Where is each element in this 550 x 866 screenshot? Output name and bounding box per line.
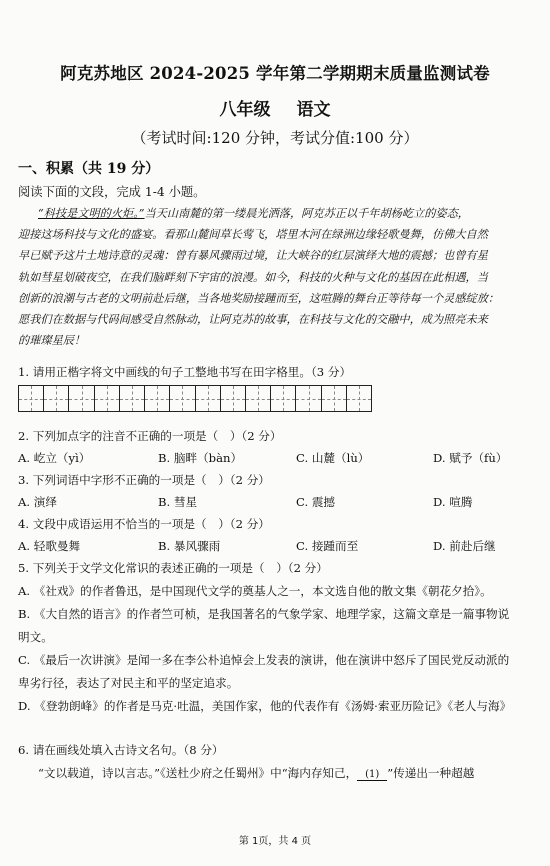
grid-cell[interactable] [19,386,44,411]
exam-info: （考试时间:120 分钟，考试分值:100 分） [131,129,419,147]
grade-label: 八年级 [219,100,271,120]
passage-text: 当天山南麓的第一缕晨光洒落，阿克苏正以千年胡杨屹立的姿态， [144,207,469,220]
option-b-continued: 明文。 [18,630,53,644]
option-b[interactable]: B. 暴风骤雨 [158,539,221,553]
grid-cell[interactable] [347,386,371,411]
grid-cell[interactable] [145,386,170,411]
option-a[interactable]: A. 屹立（yì） [18,451,91,465]
passage-line: 愿我们在数据与代码间感受自然脉动，让阿克苏的故事，在科技与文化的交融中，成为照亮未来 [18,313,488,327]
passage-line: 迎接这场科技与文化的盛宴。看那山麓间草长莺飞，塔里木河在绿洲边缘轻歌曼舞，仿佛大自然 [18,228,488,242]
grid-cell[interactable] [246,386,271,411]
option-d[interactable]: D. 《登勃朗峰》的作者是马克·吐温，美国作家，他的代表作有《汤姆·索亚历险记》《老人与海》 [18,699,512,713]
option-c[interactable]: C. 《最后一次讲演》是闻一多在李公朴追悼会上发表的演讲，他在演讲中怒斥了国民党反动派的 [18,653,510,667]
question-1: 1. 请用正楷字将文中画线的句子工整地书写在田字格里。（3 分） [18,365,352,379]
reading-passage [18,203,528,351]
passage-line: 早已赋予这片土地诗意的灵魂：曾有暴风骤雨过境，让大峡谷的红层演绎大地的震撼；也曾有星 [18,249,488,263]
grid-cell[interactable] [296,386,321,411]
grid-cell[interactable] [44,386,69,411]
question-3: 3. 下列词语中字形不正确的一项是（ ）（2 分） [18,473,270,487]
question-6-text: ”传递出一种超越 [387,766,475,780]
question-3-options [18,494,533,510]
passage-line [18,203,528,224]
option-b[interactable]: B. 彗星 [158,495,198,509]
option-d[interactable]: D. 赋予（fù） [433,451,508,465]
option-a[interactable]: A. 轻歌曼舞 [18,539,81,553]
passage-line: 轨如彗星划破夜空，在我们脑畔刻下宇宙的浪漫。如今，科技的火种与文化的基因在此相遇，当 [18,270,488,284]
grid-cell[interactable] [271,386,296,411]
subject-label: 语文 [296,100,331,120]
grid-cell[interactable] [322,386,347,411]
passage-line: 的璀璨星辰！ [18,334,86,348]
writing-grid[interactable] [18,385,372,412]
reading-instruction: 阅读下面的文段，完成 1-4 小题。 [18,185,206,199]
grid-cell[interactable] [170,386,195,411]
question-2: 2. 下列加点字的注音不正确的一项是（ ）（2 分） [18,429,282,443]
grid-cell[interactable] [221,386,246,411]
option-c[interactable]: C. 接踵而至 [296,539,359,553]
option-b[interactable]: B. 《大自然的语言》的作者竺可桢，是我国著名的气象学家、地理学家，这篇文章是一篇事物说 [18,607,510,621]
section-heading: 一、积累（共 19 分） [18,161,160,177]
page-number: 第 1页，共 4 页 [238,836,312,847]
option-d[interactable]: D. 喧腾 [433,495,473,509]
option-a[interactable]: A. 《社戏》的作者鲁迅，是中国现代文学的奠基人之一，本文选自他的散文集《朝花夕拾》。 [18,584,492,598]
answer-blank[interactable]: (1) [357,769,387,781]
grid-cell[interactable] [69,386,94,411]
option-c[interactable]: C. 震撼 [296,495,336,509]
question-6-prompt [38,765,543,781]
option-c[interactable]: C. 山麓（lù） [296,451,370,465]
grid-cell[interactable] [120,386,145,411]
option-b[interactable]: B. 脑畔（bàn） [158,451,243,465]
question-6-text: “文以载道，诗以言志。”《送杜少府之任蜀州》中“海内存知己， [38,766,358,780]
passage-underlined-sentence: “科技是文明的火炬。” [38,207,145,220]
question-6: 6. 请在画线处填入古诗文名句。（8 分） [18,743,224,757]
question-4: 4. 文段中成语运用不恰当的一项是（ ）（2 分） [18,517,270,531]
exam-subtitle [0,95,550,120]
option-a[interactable]: A. 演绎 [18,495,57,509]
passage-line: 创新的浪潮与古老的文明前赴后继，当各地奖励接踵而至，这喧腾的舞台正等待每一个灵感绽放： [18,291,500,305]
grid-cell[interactable] [95,386,120,411]
option-d[interactable]: D. 前赴后继 [433,539,496,553]
exam-title: 阿克苏地区 2024-2025 学年第二学期期末质量监测试卷 [60,64,490,83]
grid-cell[interactable] [196,386,221,411]
question-5: 5. 下列关于文学文化常识的表述正确的一项是（ ）（2 分） [18,561,328,575]
option-c-continued: 卑劣行径，表达了对民主和平的坚定追求。 [18,676,239,690]
question-4-options [18,538,533,554]
question-2-options [18,450,533,466]
